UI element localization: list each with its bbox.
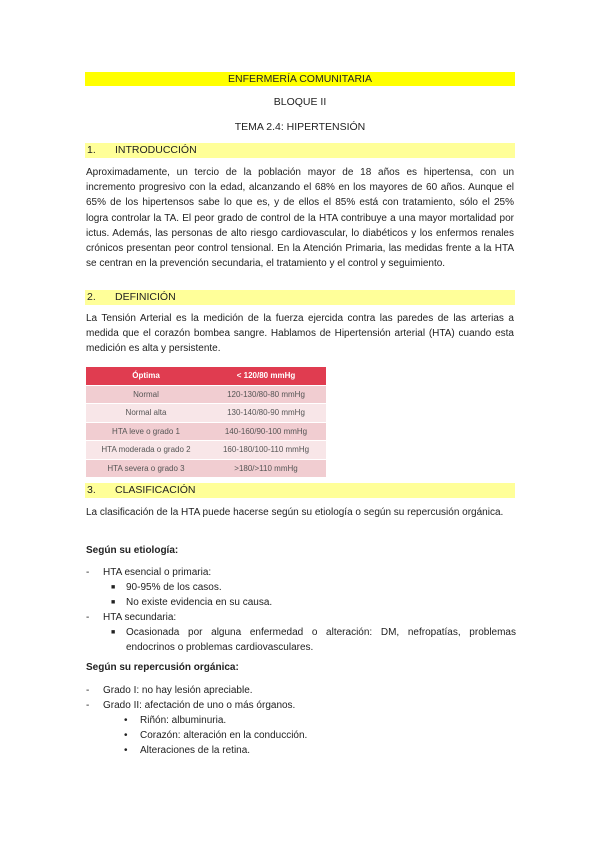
list-item: - HTA esencial o primaria: — [86, 567, 212, 578]
section-title: INTRODUCCIÓN — [115, 144, 197, 156]
list-subitem: • Corazón: alteración en la conducción. — [124, 730, 308, 741]
blood-pressure-table — [86, 367, 326, 478]
section-title: DEFINICIÓN — [115, 291, 176, 303]
table-cell: HTA moderada o grado 2 — [86, 441, 206, 460]
list-subitem: • Riñón: albuminuria. — [124, 715, 227, 726]
table-cell: < 120/80 mmHg — [206, 367, 326, 385]
list-subitem: ■ Ocasionada por alguna enfermedad o alteración: DM, nefropatías, problemas endocrinos o problemas cardiovasculares. — [111, 627, 516, 653]
list-item-text: No existe evidencia en su causa. — [126, 597, 273, 608]
list-subitem: ■ No existe evidencia en su causa. — [111, 597, 273, 608]
section-heading-clasificacion — [85, 483, 515, 498]
table-cell: HTA leve o grado 1 — [86, 422, 206, 441]
section-title: CLASIFICACIÓN — [115, 484, 196, 496]
section-number: 1. — [87, 144, 96, 156]
table-cell: >180/>110 mmHg — [206, 459, 326, 478]
table-row — [86, 385, 326, 404]
topic-title: TEMA 2.4: HIPERTENSIÓN — [234, 121, 366, 133]
section-heading-definicion — [85, 290, 515, 305]
table-row — [86, 441, 326, 460]
etiology-list — [86, 565, 516, 655]
table-cell: 140-160/90-100 mmHg — [206, 422, 326, 441]
list-item: - Grado I: no hay lesión apreciable. — [86, 685, 253, 696]
list-item-text: Ocasionada por alguna enfermedad o alteración: DM, nefropatías, problemas endocrinos o problemas cardiovasculares. — [126, 627, 516, 653]
list-item-text: HTA esencial o primaria: — [103, 567, 212, 578]
course-title: ENFERMERÍA COMUNITARIA — [85, 72, 515, 86]
table-cell: HTA severa o grado 3 — [86, 459, 206, 478]
list-item: - HTA secundaria: — [86, 612, 177, 623]
list-subitem: ■ 90-95% de los casos. — [111, 582, 222, 593]
classification-paragraph: La clasificación de la HTA puede hacerse según su etiología o según su repercusión orgánica. — [86, 507, 504, 518]
table-header-row — [86, 367, 326, 385]
table-row — [86, 422, 326, 441]
list-item-text: Riñón: albuminuria. — [140, 715, 227, 726]
table-cell: 130-140/80-90 mmHg — [206, 404, 326, 423]
table-cell: Normal — [86, 385, 206, 404]
block-title: BLOQUE II — [273, 96, 327, 108]
section-number: 3. — [87, 484, 96, 496]
section-number: 2. — [87, 291, 96, 303]
list-item: - Grado II: afectación de uno o más órganos. — [86, 700, 296, 711]
list-item-text: Grado I: no hay lesión apreciable. — [103, 685, 253, 696]
table-cell: Óptima — [86, 367, 206, 385]
organic-list — [86, 683, 516, 758]
table-cell: 160-180/100-110 mmHg — [206, 441, 326, 460]
list-subitem: • Alteraciones de la retina. — [124, 745, 251, 756]
list-item-text: Alteraciones de la retina. — [140, 745, 251, 756]
definition-paragraph: La Tensión Arterial es la medición de la fuerza ejercida contra las paredes de las arterias a medida que el corazón bombea sangre. Hablamos de Hipertensión arterial (HTA) cuando esta medición es alta y persistente. — [86, 313, 514, 355]
table-cell: 120-130/80-80 mmHg — [206, 385, 326, 404]
organic-heading: Según su repercusión orgánica: — [86, 662, 239, 673]
section-heading-introduccion — [85, 143, 515, 158]
list-item-text: Grado II: afectación de uno o más órganos. — [103, 700, 296, 711]
table-cell: Normal alta — [86, 404, 206, 423]
list-item-text: Corazón: alteración en la conducción. — [140, 730, 308, 741]
etiology-heading: Según su etiología: — [86, 545, 179, 556]
list-item-text: 90-95% de los casos. — [126, 582, 222, 593]
intro-paragraph: Aproximadamente, un tercio de la población mayor de 18 años es hipertensa, con un incremento progresivo con la edad, alcanzando el 68% en los mayores de 60 años. Aunque el 65% de los hipertensos sabe lo que es, y de ellos el 85% está con tratamiento, sólo el 25% logra controlar la TA. El peor grado de control de la HTA contribuye a una mayor mortalidad por ictus. Además, las personas de alto riesgo cardiovascular, lo diabéticos y los enfermos renales crónicos presentan peor control tensional. En la Atención Primaria, las medidas frente a la HTA se centran en la prevención secundaria, el tratamiento y el control y seguimiento. — [86, 167, 514, 270]
table-row — [86, 404, 326, 423]
list-item-text: HTA secundaria: — [103, 612, 177, 623]
table-row — [86, 459, 326, 478]
